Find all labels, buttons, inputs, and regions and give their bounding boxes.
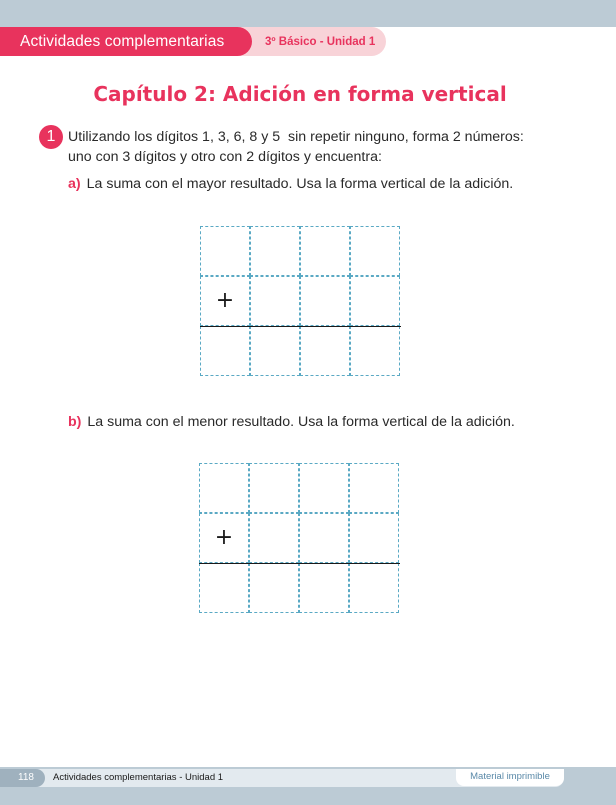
plus-sign: + (214, 525, 234, 550)
grid-cell[interactable] (299, 463, 349, 513)
grid-cell[interactable] (349, 463, 399, 513)
plus-sign: + (215, 288, 235, 313)
footer-printable-tag: Material imprimible (456, 769, 564, 786)
question-text-line-1: Utilizando los dígitos 1, 3, 6, 8 y 5 sin repetir ninguno, forma 2 números: (68, 129, 524, 145)
grid-cell[interactable] (300, 226, 350, 276)
sum-line (199, 563, 400, 564)
top-band (0, 0, 616, 27)
page-number: 118 (0, 769, 45, 787)
question-text (68, 127, 524, 167)
grid-cell[interactable] (250, 226, 300, 276)
part-a (68, 176, 513, 192)
grid-cell[interactable] (199, 463, 249, 513)
footer-text: Actividades complementarias - Unidad 1 (53, 772, 224, 783)
chapter-title: Capítulo 2: Adición en forma vertical (93, 82, 507, 106)
grid-cell[interactable] (349, 563, 399, 613)
grid-cell[interactable] (249, 563, 299, 613)
part-b (68, 414, 515, 430)
grid-cell[interactable] (249, 513, 299, 563)
question-number-badge: 1 (39, 125, 63, 149)
grid-cell[interactable] (350, 326, 400, 376)
grid-cell[interactable] (350, 226, 400, 276)
grid-cell[interactable] (299, 513, 349, 563)
header-course-unit: 3º Básico - Unidad 1 (265, 36, 376, 48)
grid-cell[interactable] (249, 463, 299, 513)
part-a-text: La suma con el mayor resultado. Usa la forma vertical de la adición. (86, 176, 514, 192)
part-b-letter: b) (68, 414, 82, 430)
grid-cell[interactable] (350, 276, 400, 326)
grid-cell[interactable] (300, 276, 350, 326)
part-b-text: La suma con el menor resultado. Usa la forma vertical de la adición. (87, 414, 515, 430)
question-text-line-2: uno con 3 dígitos y otro con 2 dígitos y encuentra: (68, 149, 382, 165)
addition-grid-a (200, 226, 401, 377)
grid-cell[interactable] (349, 513, 399, 563)
header-section-title: Actividades complementarias (0, 27, 252, 56)
grid-cell[interactable] (200, 326, 250, 376)
part-a-letter: a) (68, 176, 81, 192)
grid-cell[interactable] (200, 226, 250, 276)
grid-cell[interactable] (250, 326, 300, 376)
grid-cell[interactable] (300, 326, 350, 376)
grid-cell[interactable] (250, 276, 300, 326)
grid-cell[interactable] (199, 563, 249, 613)
sum-line (200, 326, 401, 327)
grid-cell[interactable] (299, 563, 349, 613)
addition-grid-b (199, 463, 400, 614)
